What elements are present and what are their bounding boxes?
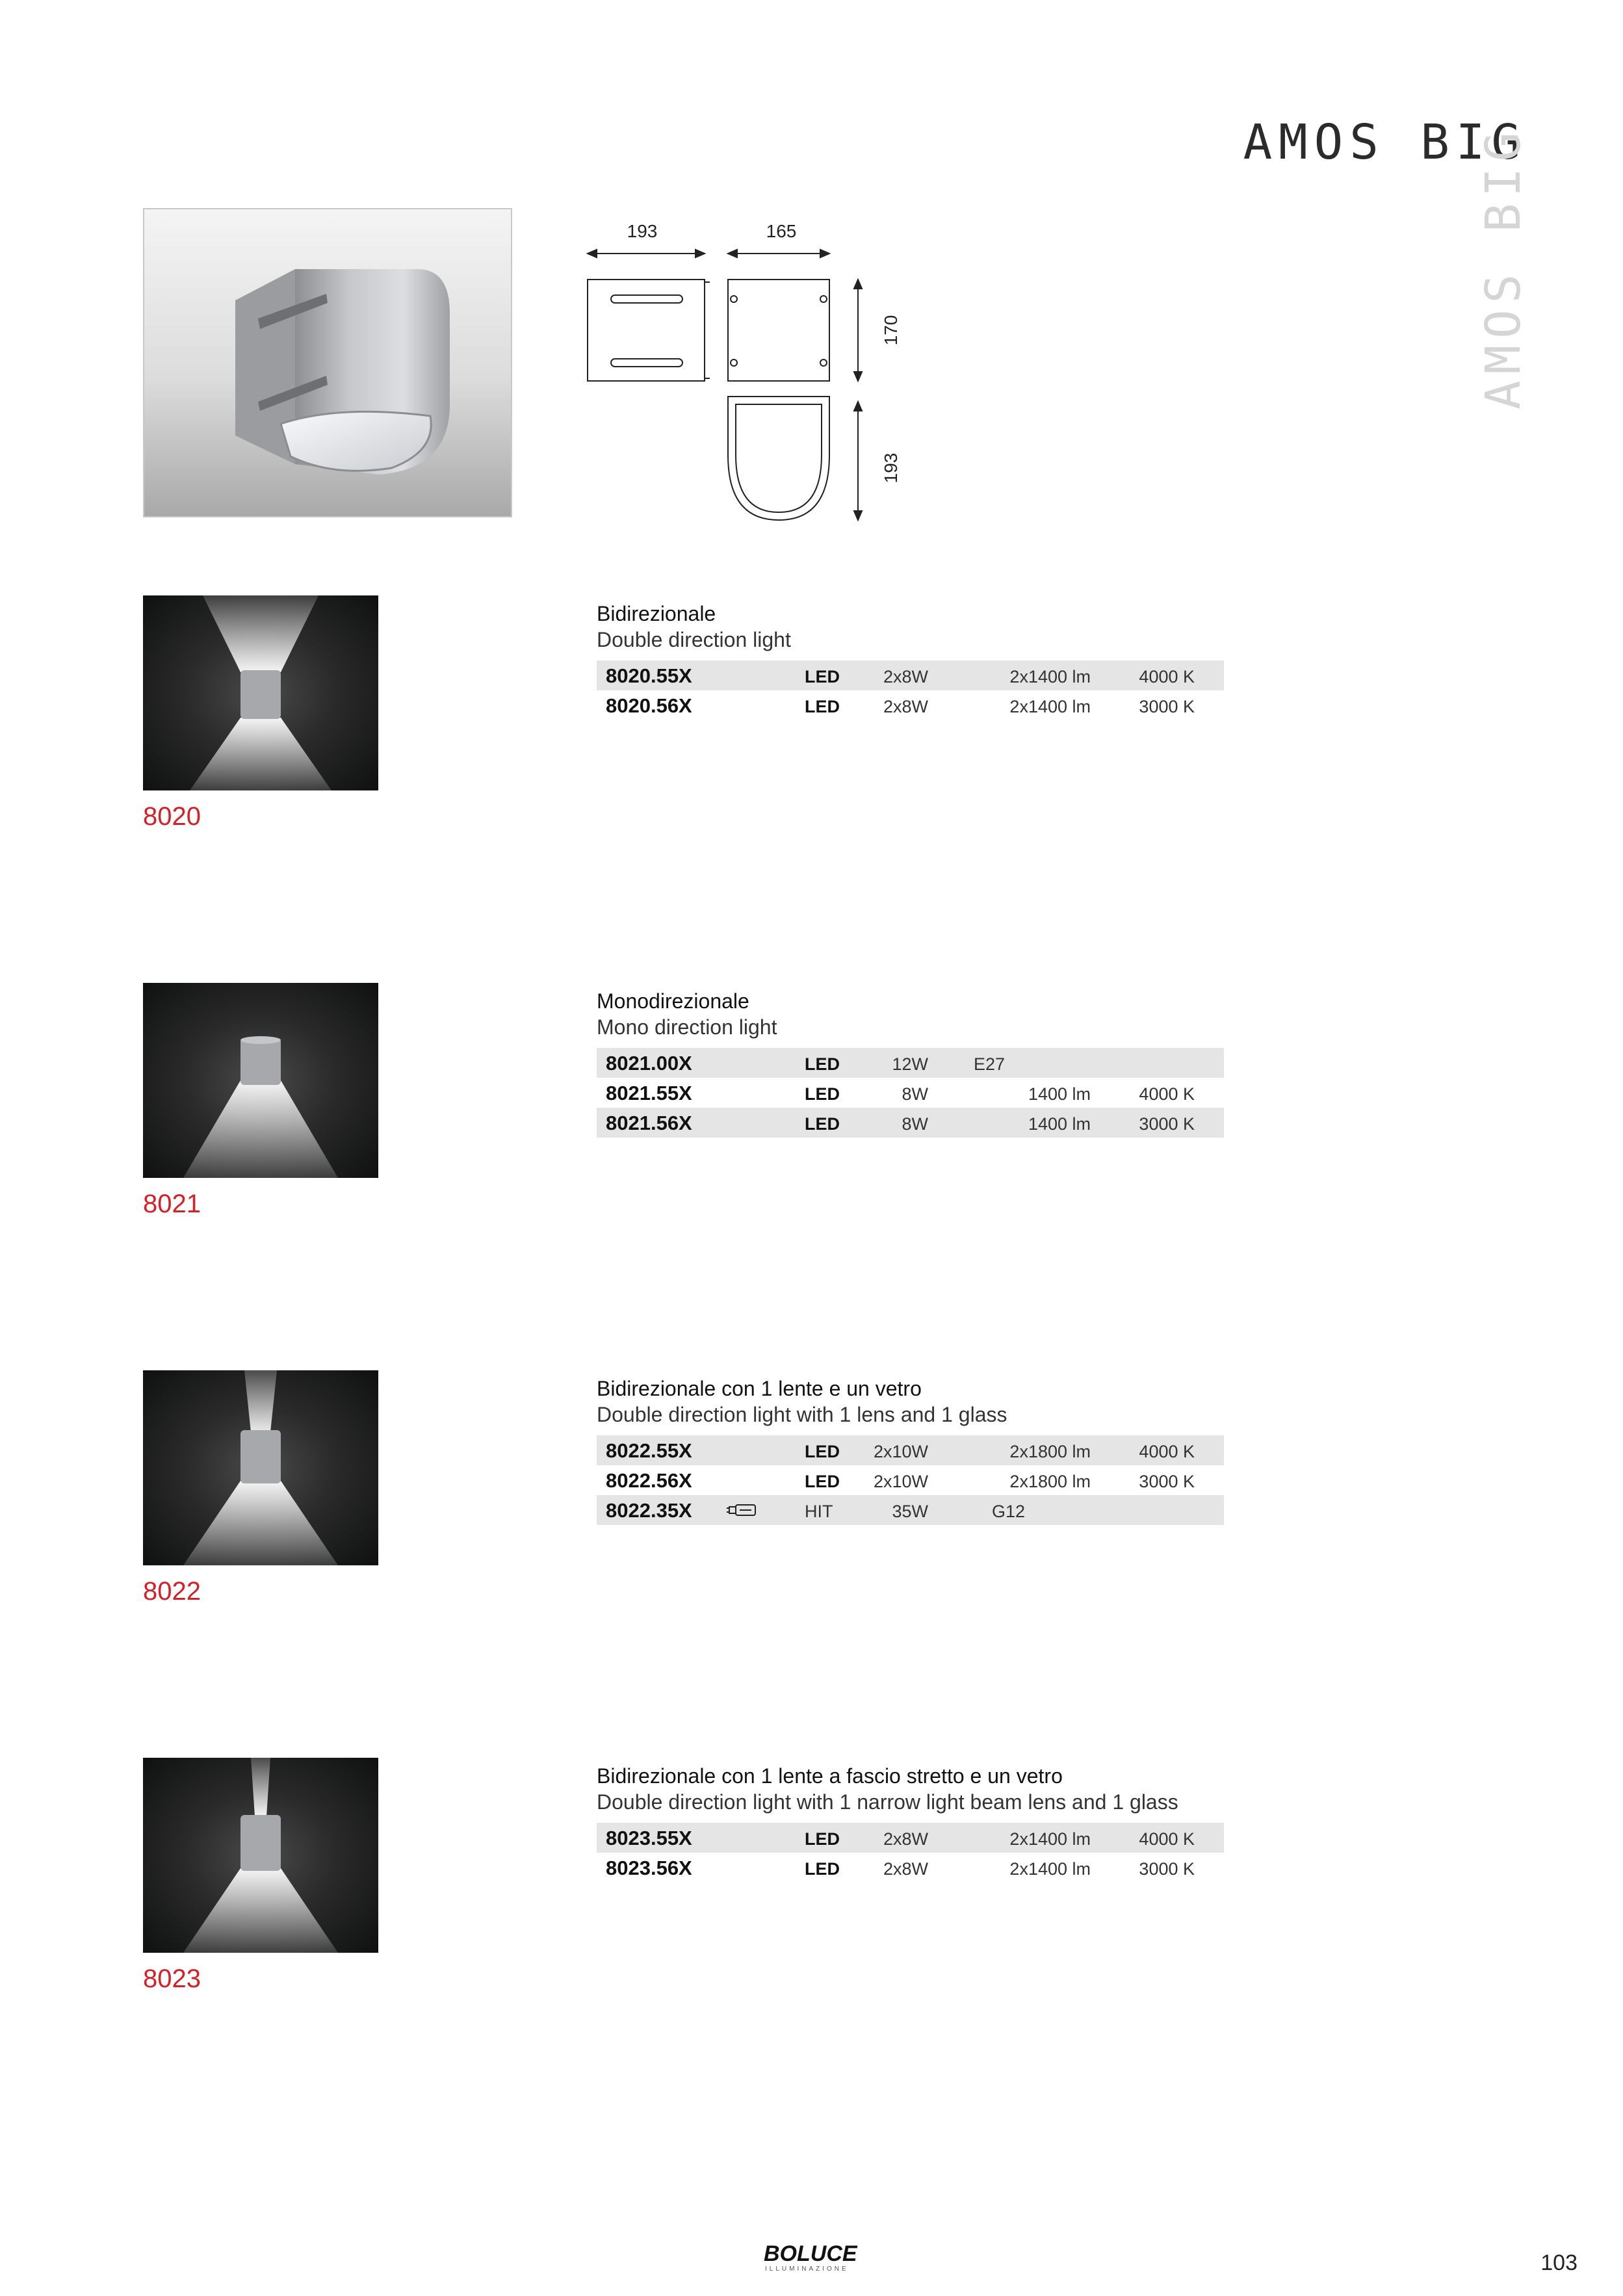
- table-row: [597, 1823, 1224, 1853]
- wattage: 2x10W: [873, 1472, 928, 1491]
- wattage: 35W: [892, 1502, 928, 1521]
- lamp-type: LED: [805, 1054, 840, 1074]
- wattage: 8W: [902, 1114, 928, 1134]
- lumen: 2x1400 lm: [1009, 1859, 1091, 1879]
- lamp-render-icon: [144, 209, 513, 519]
- lumen: 2x1800 lm: [1009, 1472, 1091, 1491]
- lamp-base: G12: [992, 1502, 1026, 1521]
- section-subtitle: Double direction light with 1 lens and 1 glass: [597, 1403, 1007, 1426]
- article-code: 8021.00X: [606, 1052, 692, 1075]
- lamp-type: LED: [805, 1084, 840, 1104]
- lamp-type: LED: [805, 1829, 840, 1849]
- table-row: [597, 1853, 1224, 1883]
- article-code: 8022.55X: [606, 1439, 692, 1462]
- ballast-icon: [727, 1503, 757, 1517]
- table-row: [597, 1435, 1224, 1465]
- lumen: 2x1400 lm: [1009, 1829, 1091, 1849]
- technical-drawing: [585, 215, 936, 553]
- article-code: 8020.56X: [606, 694, 692, 717]
- lamp-type: HIT: [805, 1502, 833, 1521]
- section-subtitle: Double direction light: [597, 628, 791, 651]
- lamp-type: LED: [805, 697, 840, 716]
- dim-height: 170: [881, 315, 901, 346]
- product-thumb-8021: [143, 983, 378, 1178]
- section-title: Bidirezionale: [597, 602, 716, 625]
- logo-tagline: ILLUMINAZIONE: [765, 2265, 849, 2273]
- table-row: [597, 1048, 1224, 1078]
- product-section-8020: [597, 601, 1224, 720]
- product-thumb-8020: [143, 595, 378, 790]
- product-thumb-8022: [143, 1370, 378, 1565]
- lamp-type: LED: [805, 667, 840, 686]
- section-title: Bidirezionale con 1 lente a fascio stretto e un vetro: [597, 1764, 1063, 1788]
- lumen: 2x1400 lm: [1009, 667, 1091, 686]
- section-title: Bidirezionale con 1 lente e un vetro: [597, 1377, 922, 1400]
- article-code: 8023.56X: [606, 1857, 692, 1879]
- color-temperature: 3000 K: [1139, 1114, 1195, 1134]
- article-code: 8021.56X: [606, 1112, 692, 1134]
- lamp-type: LED: [805, 1442, 840, 1461]
- article-code: 8022.56X: [606, 1469, 692, 1492]
- dim-front-width: 193: [627, 221, 658, 241]
- double-beam-icon: [143, 595, 378, 790]
- wattage: 2x8W: [883, 697, 928, 716]
- product-photo: [143, 208, 512, 517]
- dim-side-width: 165: [766, 221, 797, 241]
- lamp-base: E27: [974, 1054, 1006, 1074]
- table-row: [597, 690, 1224, 720]
- color-temperature: 4000 K: [1139, 1829, 1195, 1849]
- color-temperature: 4000 K: [1139, 667, 1195, 686]
- lumen: 1400 lm: [1028, 1084, 1091, 1104]
- section-subtitle: Mono direction light: [597, 1015, 777, 1039]
- lumen: 2x1800 lm: [1009, 1442, 1091, 1461]
- table-row: [597, 1495, 1224, 1525]
- product-section-8023: [597, 1763, 1224, 1883]
- brand-logo: [764, 2241, 874, 2273]
- article-code: 8021.55X: [606, 1082, 692, 1104]
- table-row: [597, 1108, 1224, 1138]
- article-code: 8020.55X: [606, 664, 692, 687]
- wattage: 2x8W: [883, 1859, 928, 1879]
- wattage: 2x8W: [883, 1829, 928, 1849]
- lamp-type: LED: [805, 1859, 840, 1879]
- narrow-beam-icon: [143, 1758, 378, 1953]
- wattage: 2x8W: [883, 667, 928, 686]
- product-code-8023: 8023: [143, 1964, 201, 1993]
- table-row: [597, 660, 1224, 690]
- page-title: AMOS BIG: [1243, 114, 1527, 170]
- lens-glass-beam-icon: [143, 1370, 378, 1565]
- wattage: 8W: [902, 1084, 928, 1104]
- product-code-8020: 8020: [143, 802, 201, 831]
- color-temperature: 3000 K: [1139, 1859, 1195, 1879]
- table-row: [597, 1465, 1224, 1495]
- lamp-type: LED: [805, 1114, 840, 1134]
- page-number: 103: [1540, 2250, 1578, 2275]
- wattage: 12W: [892, 1054, 928, 1074]
- dim-depth: 193: [881, 452, 901, 484]
- color-temperature: 3000 K: [1139, 1472, 1195, 1491]
- color-temperature: 4000 K: [1139, 1084, 1195, 1104]
- product-section-8022: [597, 1376, 1224, 1525]
- lumen: 2x1400 lm: [1009, 697, 1091, 716]
- single-beam-icon: [143, 983, 378, 1178]
- product-section-8021: [597, 988, 1224, 1138]
- product-thumb-8023: [143, 1758, 378, 1953]
- article-code: 8022.35X: [606, 1499, 692, 1522]
- color-temperature: 4000 K: [1139, 1442, 1195, 1461]
- vertical-page-title: AMOS BIG: [1475, 125, 1531, 410]
- article-code: 8023.55X: [606, 1827, 692, 1849]
- color-temperature: 3000 K: [1139, 697, 1195, 716]
- lumen: 1400 lm: [1028, 1114, 1091, 1134]
- section-title: Monodirezionale: [597, 989, 749, 1013]
- section-subtitle: Double direction light with 1 narrow light beam lens and 1 glass: [597, 1790, 1178, 1814]
- product-code-8021: 8021: [143, 1190, 201, 1218]
- wattage: 2x10W: [873, 1442, 928, 1461]
- product-code-8022: 8022: [143, 1577, 201, 1606]
- logo-text: BOLUCE: [764, 2241, 857, 2266]
- table-row: [597, 1078, 1224, 1108]
- lamp-type: LED: [805, 1472, 840, 1491]
